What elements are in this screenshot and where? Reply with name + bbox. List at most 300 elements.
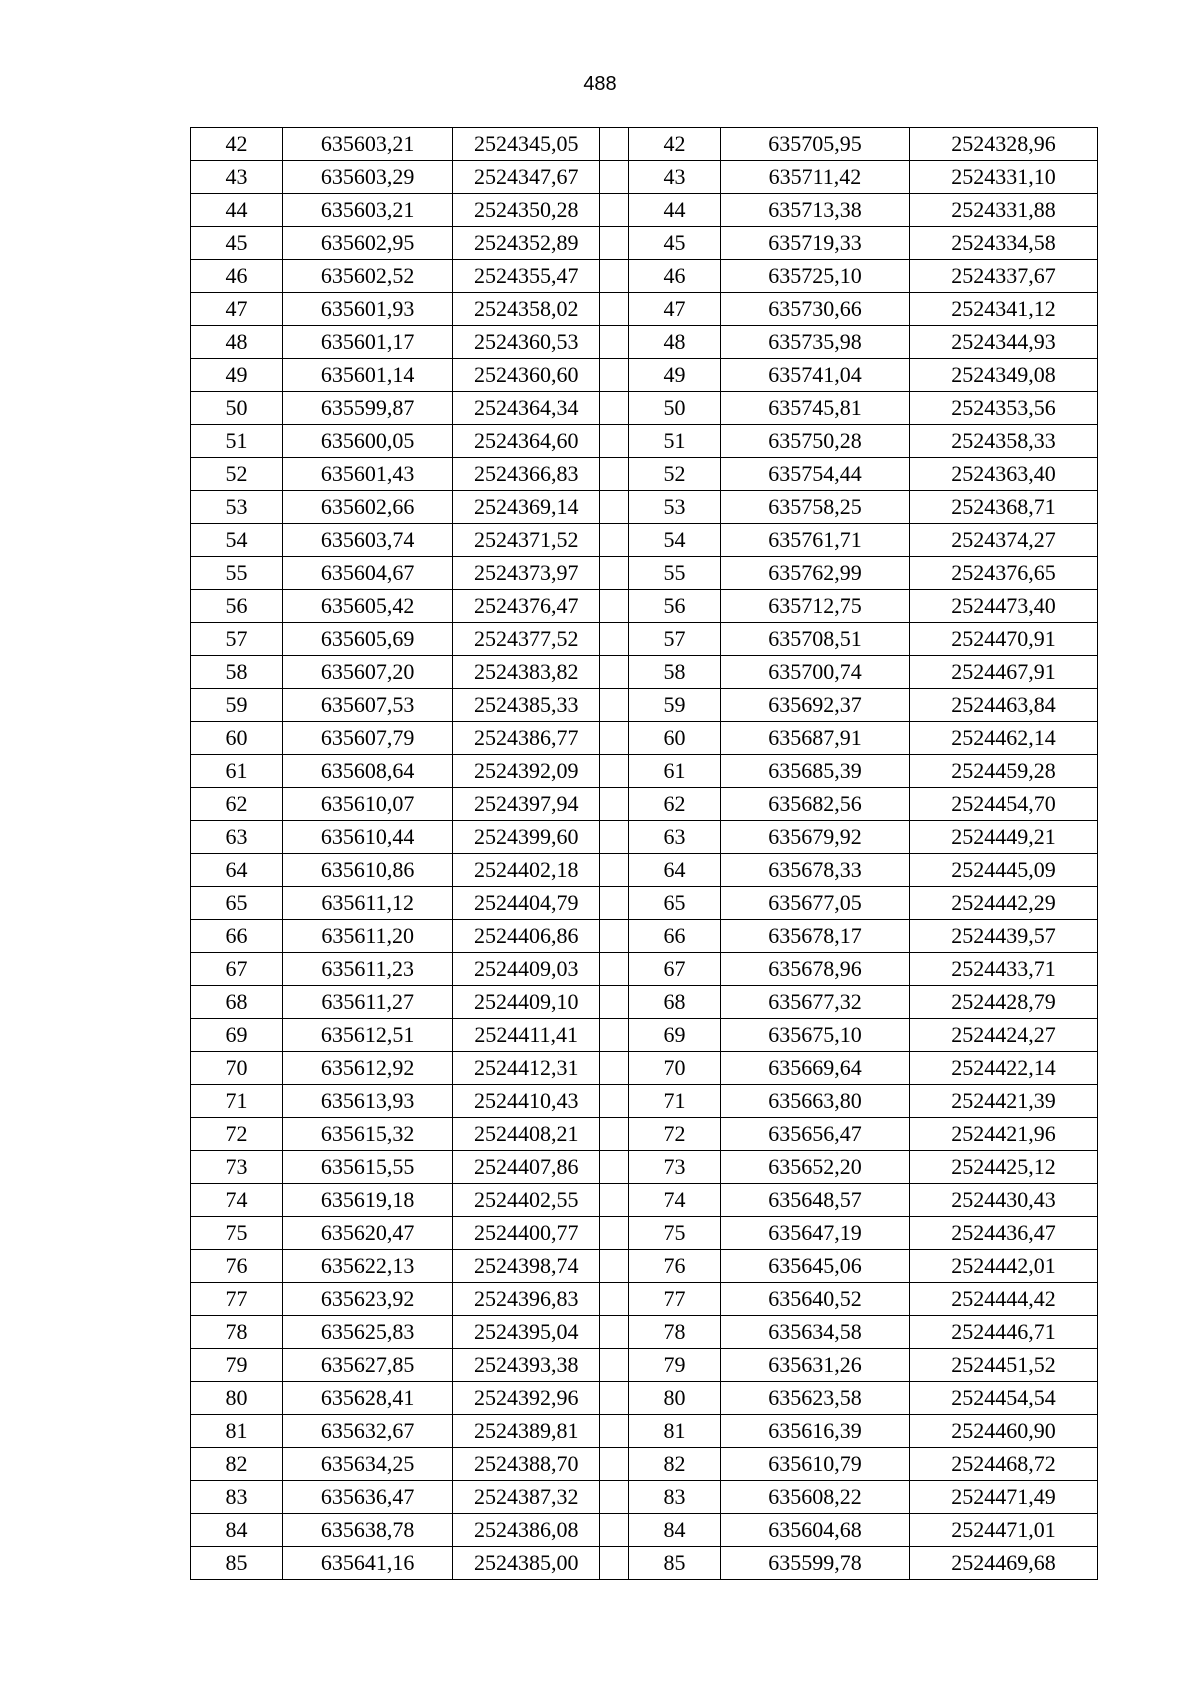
spacer-cell: [600, 1316, 629, 1349]
point-number-left: 46: [191, 260, 283, 293]
point-number-right: 61: [628, 755, 720, 788]
point-number-right: 81: [628, 1415, 720, 1448]
spacer-cell: [600, 1349, 629, 1382]
spacer-cell: [600, 260, 629, 293]
x-coordinate-left: 635601,14: [282, 359, 452, 392]
point-number-left: 83: [191, 1481, 283, 1514]
y-coordinate-left: 2524404,79: [453, 887, 600, 920]
spacer-cell: [600, 1151, 629, 1184]
point-number-left: 54: [191, 524, 283, 557]
y-coordinate-left: 2524402,18: [453, 854, 600, 887]
spacer-cell: [600, 359, 629, 392]
point-number-right: 79: [628, 1349, 720, 1382]
x-coordinate-left: 635627,85: [282, 1349, 452, 1382]
y-coordinate-left: 2524402,55: [453, 1184, 600, 1217]
table-row: [191, 920, 1098, 953]
point-number-right: 47: [628, 293, 720, 326]
spacer-cell: [600, 227, 629, 260]
x-coordinate-right: 635685,39: [720, 755, 909, 788]
point-number-left: 69: [191, 1019, 283, 1052]
table-row: [191, 953, 1098, 986]
point-number-right: 82: [628, 1448, 720, 1481]
y-coordinate-left: 2524411,41: [453, 1019, 600, 1052]
point-number-right: 52: [628, 458, 720, 491]
y-coordinate-left: 2524409,10: [453, 986, 600, 1019]
y-coordinate-left: 2524355,47: [453, 260, 600, 293]
spacer-cell: [600, 1052, 629, 1085]
spacer-cell: [600, 722, 629, 755]
y-coordinate-right: 2524433,71: [909, 953, 1097, 986]
x-coordinate-left: 635599,87: [282, 392, 452, 425]
y-coordinate-left: 2524383,82: [453, 656, 600, 689]
x-coordinate-right: 635712,75: [720, 590, 909, 623]
y-coordinate-left: 2524396,83: [453, 1283, 600, 1316]
point-number-left: 80: [191, 1382, 283, 1415]
x-coordinate-right: 635758,25: [720, 491, 909, 524]
x-coordinate-right: 635648,57: [720, 1184, 909, 1217]
y-coordinate-right: 2524467,91: [909, 656, 1097, 689]
spacer-cell: [600, 1250, 629, 1283]
y-coordinate-right: 2524421,96: [909, 1118, 1097, 1151]
table-row: [191, 656, 1098, 689]
point-number-right: 43: [628, 161, 720, 194]
point-number-right: 65: [628, 887, 720, 920]
spacer-cell: [600, 920, 629, 953]
point-number-left: 57: [191, 623, 283, 656]
x-coordinate-right: 635741,04: [720, 359, 909, 392]
point-number-right: 46: [628, 260, 720, 293]
point-number-left: 79: [191, 1349, 283, 1382]
y-coordinate-right: 2524422,14: [909, 1052, 1097, 1085]
y-coordinate-left: 2524352,89: [453, 227, 600, 260]
y-coordinate-left: 2524350,28: [453, 194, 600, 227]
spacer-cell: [600, 128, 629, 161]
point-number-right: 74: [628, 1184, 720, 1217]
y-coordinate-right: 2524454,70: [909, 788, 1097, 821]
y-coordinate-left: 2524371,52: [453, 524, 600, 557]
point-number-left: 53: [191, 491, 283, 524]
point-number-right: 78: [628, 1316, 720, 1349]
y-coordinate-right: 2524462,14: [909, 722, 1097, 755]
point-number-left: 82: [191, 1448, 283, 1481]
table-row: [191, 1316, 1098, 1349]
point-number-right: 75: [628, 1217, 720, 1250]
table-row: [191, 458, 1098, 491]
y-coordinate-right: 2524331,10: [909, 161, 1097, 194]
table-row: [191, 293, 1098, 326]
point-number-right: 70: [628, 1052, 720, 1085]
x-coordinate-right: 635761,71: [720, 524, 909, 557]
point-number-right: 73: [628, 1151, 720, 1184]
point-number-left: 48: [191, 326, 283, 359]
y-coordinate-right: 2524468,72: [909, 1448, 1097, 1481]
table-row: [191, 1415, 1098, 1448]
point-number-right: 67: [628, 953, 720, 986]
page-number: 488: [583, 73, 617, 95]
y-coordinate-right: 2524328,96: [909, 128, 1097, 161]
y-coordinate-left: 2524399,60: [453, 821, 600, 854]
x-coordinate-left: 635605,69: [282, 623, 452, 656]
point-number-left: 85: [191, 1547, 283, 1580]
spacer-cell: [600, 986, 629, 1019]
y-coordinate-left: 2524407,86: [453, 1151, 600, 1184]
spacer-cell: [600, 425, 629, 458]
table-row: [191, 755, 1098, 788]
x-coordinate-left: 635603,21: [282, 128, 452, 161]
y-coordinate-right: 2524459,28: [909, 755, 1097, 788]
point-number-right: 71: [628, 1085, 720, 1118]
x-coordinate-right: 635663,80: [720, 1085, 909, 1118]
x-coordinate-left: 635610,86: [282, 854, 452, 887]
y-coordinate-right: 2524428,79: [909, 986, 1097, 1019]
y-coordinate-left: 2524386,08: [453, 1514, 600, 1547]
point-number-right: 80: [628, 1382, 720, 1415]
spacer-cell: [600, 821, 629, 854]
point-number-left: 78: [191, 1316, 283, 1349]
y-coordinate-right: 2524442,29: [909, 887, 1097, 920]
y-coordinate-right: 2524442,01: [909, 1250, 1097, 1283]
y-coordinate-right: 2524460,90: [909, 1415, 1097, 1448]
y-coordinate-left: 2524369,14: [453, 491, 600, 524]
table-row: [191, 986, 1098, 1019]
x-coordinate-right: 635656,47: [720, 1118, 909, 1151]
point-number-left: 44: [191, 194, 283, 227]
point-number-left: 77: [191, 1283, 283, 1316]
point-number-right: 48: [628, 326, 720, 359]
x-coordinate-left: 635632,67: [282, 1415, 452, 1448]
point-number-left: 49: [191, 359, 283, 392]
spacer-cell: [600, 689, 629, 722]
table-row: [191, 1448, 1098, 1481]
y-coordinate-right: 2524425,12: [909, 1151, 1097, 1184]
y-coordinate-left: 2524408,21: [453, 1118, 600, 1151]
x-coordinate-left: 635634,25: [282, 1448, 452, 1481]
x-coordinate-left: 635601,17: [282, 326, 452, 359]
point-number-left: 45: [191, 227, 283, 260]
table-row: [191, 1085, 1098, 1118]
spacer-cell: [600, 161, 629, 194]
y-coordinate-left: 2524385,33: [453, 689, 600, 722]
table-row: [191, 227, 1098, 260]
y-coordinate-right: 2524424,27: [909, 1019, 1097, 1052]
y-coordinate-right: 2524439,57: [909, 920, 1097, 953]
y-coordinate-right: 2524344,93: [909, 326, 1097, 359]
x-coordinate-right: 635687,91: [720, 722, 909, 755]
point-number-left: 52: [191, 458, 283, 491]
y-coordinate-right: 2524368,71: [909, 491, 1097, 524]
y-coordinate-right: 2524463,84: [909, 689, 1097, 722]
point-number-left: 50: [191, 392, 283, 425]
x-coordinate-right: 635616,39: [720, 1415, 909, 1448]
x-coordinate-right: 635750,28: [720, 425, 909, 458]
point-number-right: 84: [628, 1514, 720, 1547]
table-row: [191, 1349, 1098, 1382]
point-number-right: 51: [628, 425, 720, 458]
x-coordinate-left: 635612,51: [282, 1019, 452, 1052]
spacer-cell: [600, 1448, 629, 1481]
x-coordinate-left: 635625,83: [282, 1316, 452, 1349]
x-coordinate-left: 635607,79: [282, 722, 452, 755]
x-coordinate-left: 635607,53: [282, 689, 452, 722]
x-coordinate-right: 635610,79: [720, 1448, 909, 1481]
x-coordinate-left: 635612,92: [282, 1052, 452, 1085]
table-row: [191, 1184, 1098, 1217]
x-coordinate-left: 635611,20: [282, 920, 452, 953]
table-row: [191, 557, 1098, 590]
x-coordinate-left: 635602,66: [282, 491, 452, 524]
spacer-cell: [600, 1019, 629, 1052]
x-coordinate-right: 635677,32: [720, 986, 909, 1019]
table-row: [191, 821, 1098, 854]
y-coordinate-right: 2524358,33: [909, 425, 1097, 458]
point-number-left: 43: [191, 161, 283, 194]
point-number-left: 70: [191, 1052, 283, 1085]
spacer-cell: [600, 1415, 629, 1448]
table-row: [191, 623, 1098, 656]
point-number-left: 66: [191, 920, 283, 953]
y-coordinate-left: 2524397,94: [453, 788, 600, 821]
x-coordinate-left: 635603,21: [282, 194, 452, 227]
point-number-left: 76: [191, 1250, 283, 1283]
x-coordinate-left: 635601,43: [282, 458, 452, 491]
coordinates-table: [190, 127, 1098, 1580]
x-coordinate-left: 635623,92: [282, 1283, 452, 1316]
table-row: [191, 887, 1098, 920]
point-number-right: 63: [628, 821, 720, 854]
x-coordinate-right: 635652,20: [720, 1151, 909, 1184]
y-coordinate-left: 2524395,04: [453, 1316, 600, 1349]
point-number-right: 62: [628, 788, 720, 821]
y-coordinate-left: 2524388,70: [453, 1448, 600, 1481]
point-number-right: 64: [628, 854, 720, 887]
spacer-cell: [600, 1283, 629, 1316]
table-row: [191, 491, 1098, 524]
y-coordinate-right: 2524473,40: [909, 590, 1097, 623]
table-row: [191, 1514, 1098, 1547]
x-coordinate-left: 635611,23: [282, 953, 452, 986]
table-row: [191, 194, 1098, 227]
x-coordinate-left: 635638,78: [282, 1514, 452, 1547]
spacer-cell: [600, 392, 629, 425]
table-row: [191, 788, 1098, 821]
point-number-left: 75: [191, 1217, 283, 1250]
table-row: [191, 1151, 1098, 1184]
table-row: [191, 359, 1098, 392]
y-coordinate-left: 2524386,77: [453, 722, 600, 755]
y-coordinate-right: 2524337,67: [909, 260, 1097, 293]
table-row: [191, 689, 1098, 722]
y-coordinate-right: 2524353,56: [909, 392, 1097, 425]
x-coordinate-right: 635730,66: [720, 293, 909, 326]
spacer-cell: [600, 953, 629, 986]
point-number-right: 60: [628, 722, 720, 755]
point-number-left: 73: [191, 1151, 283, 1184]
point-number-left: 71: [191, 1085, 283, 1118]
point-number-right: 77: [628, 1283, 720, 1316]
point-number-left: 67: [191, 953, 283, 986]
x-coordinate-left: 635628,41: [282, 1382, 452, 1415]
x-coordinate-left: 635600,05: [282, 425, 452, 458]
point-number-right: 76: [628, 1250, 720, 1283]
point-number-right: 50: [628, 392, 720, 425]
y-coordinate-left: 2524400,77: [453, 1217, 600, 1250]
point-number-right: 54: [628, 524, 720, 557]
spacer-cell: [600, 524, 629, 557]
x-coordinate-right: 635725,10: [720, 260, 909, 293]
table-row: [191, 1019, 1098, 1052]
point-number-left: 47: [191, 293, 283, 326]
x-coordinate-right: 635623,58: [720, 1382, 909, 1415]
x-coordinate-left: 635602,52: [282, 260, 452, 293]
y-coordinate-right: 2524430,43: [909, 1184, 1097, 1217]
point-number-right: 59: [628, 689, 720, 722]
x-coordinate-left: 635613,93: [282, 1085, 452, 1118]
y-coordinate-right: 2524334,58: [909, 227, 1097, 260]
y-coordinate-left: 2524377,52: [453, 623, 600, 656]
spacer-cell: [600, 1382, 629, 1415]
spacer-cell: [600, 755, 629, 788]
point-number-left: 55: [191, 557, 283, 590]
x-coordinate-right: 635678,17: [720, 920, 909, 953]
table-row: [191, 425, 1098, 458]
x-coordinate-right: 635719,33: [720, 227, 909, 260]
x-coordinate-right: 635679,92: [720, 821, 909, 854]
spacer-cell: [600, 590, 629, 623]
point-number-left: 42: [191, 128, 283, 161]
x-coordinate-right: 635762,99: [720, 557, 909, 590]
y-coordinate-left: 2524366,83: [453, 458, 600, 491]
x-coordinate-right: 635647,19: [720, 1217, 909, 1250]
y-coordinate-right: 2524374,27: [909, 524, 1097, 557]
table-row: [191, 854, 1098, 887]
spacer-cell: [600, 887, 629, 920]
x-coordinate-left: 635620,47: [282, 1217, 452, 1250]
y-coordinate-left: 2524376,47: [453, 590, 600, 623]
point-number-left: 64: [191, 854, 283, 887]
x-coordinate-right: 635700,74: [720, 656, 909, 689]
point-number-right: 66: [628, 920, 720, 953]
point-number-right: 49: [628, 359, 720, 392]
y-coordinate-left: 2524345,05: [453, 128, 600, 161]
y-coordinate-right: 2524454,54: [909, 1382, 1097, 1415]
y-coordinate-left: 2524360,60: [453, 359, 600, 392]
x-coordinate-right: 635708,51: [720, 623, 909, 656]
spacer-cell: [600, 458, 629, 491]
y-coordinate-right: 2524341,12: [909, 293, 1097, 326]
y-coordinate-left: 2524392,09: [453, 755, 600, 788]
x-coordinate-left: 635604,67: [282, 557, 452, 590]
x-coordinate-left: 635641,16: [282, 1547, 452, 1580]
point-number-left: 81: [191, 1415, 283, 1448]
spacer-cell: [600, 293, 629, 326]
y-coordinate-left: 2524385,00: [453, 1547, 600, 1580]
table-row: [191, 590, 1098, 623]
y-coordinate-right: 2524363,40: [909, 458, 1097, 491]
x-coordinate-right: 635645,06: [720, 1250, 909, 1283]
x-coordinate-right: 635678,96: [720, 953, 909, 986]
y-coordinate-right: 2524451,52: [909, 1349, 1097, 1382]
table-row: [191, 1118, 1098, 1151]
x-coordinate-right: 635678,33: [720, 854, 909, 887]
y-coordinate-left: 2524364,60: [453, 425, 600, 458]
point-number-left: 68: [191, 986, 283, 1019]
x-coordinate-right: 635608,22: [720, 1481, 909, 1514]
point-number-right: 56: [628, 590, 720, 623]
point-number-left: 56: [191, 590, 283, 623]
x-coordinate-right: 635604,68: [720, 1514, 909, 1547]
x-coordinate-left: 635611,12: [282, 887, 452, 920]
x-coordinate-left: 635622,13: [282, 1250, 452, 1283]
spacer-cell: [600, 1217, 629, 1250]
x-coordinate-right: 635705,95: [720, 128, 909, 161]
y-coordinate-right: 2524470,91: [909, 623, 1097, 656]
y-coordinate-right: 2524471,49: [909, 1481, 1097, 1514]
point-number-right: 68: [628, 986, 720, 1019]
x-coordinate-left: 635619,18: [282, 1184, 452, 1217]
x-coordinate-right: 635677,05: [720, 887, 909, 920]
x-coordinate-left: 635601,93: [282, 293, 452, 326]
point-number-right: 55: [628, 557, 720, 590]
point-number-right: 42: [628, 128, 720, 161]
spacer-cell: [600, 1085, 629, 1118]
table-row: [191, 722, 1098, 755]
spacer-cell: [600, 1514, 629, 1547]
y-coordinate-right: 2524445,09: [909, 854, 1097, 887]
table-row: [191, 1382, 1098, 1415]
y-coordinate-right: 2524331,88: [909, 194, 1097, 227]
x-coordinate-left: 635610,07: [282, 788, 452, 821]
x-coordinate-right: 635640,52: [720, 1283, 909, 1316]
y-coordinate-right: 2524446,71: [909, 1316, 1097, 1349]
table-row: [191, 1217, 1098, 1250]
point-number-right: 44: [628, 194, 720, 227]
x-coordinate-right: 635745,81: [720, 392, 909, 425]
y-coordinate-left: 2524412,31: [453, 1052, 600, 1085]
y-coordinate-right: 2524471,01: [909, 1514, 1097, 1547]
y-coordinate-right: 2524469,68: [909, 1547, 1097, 1580]
y-coordinate-left: 2524393,38: [453, 1349, 600, 1382]
spacer-cell: [600, 1481, 629, 1514]
y-coordinate-left: 2524406,86: [453, 920, 600, 953]
coordinates-table-body: [191, 128, 1098, 1580]
y-coordinate-left: 2524360,53: [453, 326, 600, 359]
point-number-right: 53: [628, 491, 720, 524]
point-number-left: 60: [191, 722, 283, 755]
x-coordinate-right: 635735,98: [720, 326, 909, 359]
table-row: [191, 260, 1098, 293]
table-row: [191, 392, 1098, 425]
point-number-left: 72: [191, 1118, 283, 1151]
y-coordinate-right: 2524421,39: [909, 1085, 1097, 1118]
y-coordinate-left: 2524409,03: [453, 953, 600, 986]
table-row: [191, 161, 1098, 194]
y-coordinate-right: 2524449,21: [909, 821, 1097, 854]
point-number-right: 45: [628, 227, 720, 260]
x-coordinate-left: 635603,74: [282, 524, 452, 557]
table-row: [191, 1052, 1098, 1085]
x-coordinate-left: 635607,20: [282, 656, 452, 689]
spacer-cell: [600, 1118, 629, 1151]
spacer-cell: [600, 1184, 629, 1217]
x-coordinate-left: 635602,95: [282, 227, 452, 260]
spacer-cell: [600, 557, 629, 590]
x-coordinate-right: 635631,26: [720, 1349, 909, 1382]
point-number-left: 74: [191, 1184, 283, 1217]
y-coordinate-left: 2524364,34: [453, 392, 600, 425]
y-coordinate-right: 2524436,47: [909, 1217, 1097, 1250]
point-number-left: 84: [191, 1514, 283, 1547]
table-row: [191, 128, 1098, 161]
